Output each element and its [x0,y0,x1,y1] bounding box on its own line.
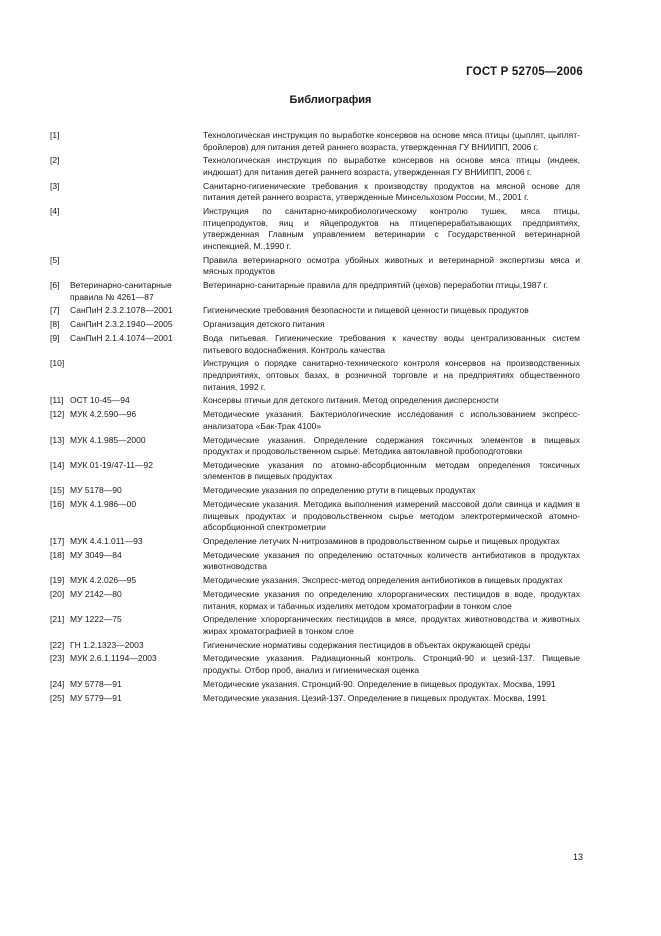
entry-document-code: ОСТ 10-45—94 [70,395,130,406]
entry-document-code: МУК 01-19/47-11—92 [70,459,153,470]
bibliography-entry [50,435,580,458]
bibliography-entry [50,550,580,573]
bibliography-entry [50,358,580,393]
entry-description: Методические указания по атомно-абсорбционным методам определения токсичных элементов в пищевых продуктах [203,459,580,482]
entry-description: Методические указания по определению остаточных количеств антибиотиков в продуктах животноводства [203,549,580,572]
entry-number: [21] [50,614,65,625]
entry-description: Методические указания по определению ртути в пищевых продуктах [203,485,476,496]
entry-document-code [70,206,203,252]
entry-reference [50,460,203,483]
entry-description: Консервы птичьи для детского питания. Метод определения дисперсности [203,395,499,406]
entry-number: [10] [50,358,65,369]
bibliography-entry [50,460,580,483]
entry-description: Гигиенические требования безопасности и пищевой ценности пищевых продуктов [203,305,529,316]
entry-reference [50,435,203,458]
entry-description: Вода питьевая. Гигиенические требования к качеству воды централизованных систем питьевого водоснабжения. Контроль качества [203,333,580,355]
entry-reference [50,679,203,691]
entry-number: [23] [50,653,65,664]
bibliography-entry [50,280,580,303]
bibliography-entry [50,679,580,691]
entry-description: Инструкция о порядке санитарно-технического контроля консервов на производственных предприятиях, оптовых базах, в розничной торговле и на предприятиях общественного питания, 1992 г. [203,358,580,392]
entry-document-code: МУК 4.2.590—96 [70,409,137,420]
entry-document-code: Ветеринарно-санитарные правила № 4261—87 [70,280,172,302]
entry-document-code [70,155,203,178]
entry-document-code: МУ 5778—91 [70,678,122,689]
entry-description: Методические указания. Цезий-137. Определение в пищевых продуктах. Москва, 1991 [203,692,547,703]
entry-number: [18] [50,549,65,560]
entry-description: Технологическая инструкция по выработке консервов на основе мяса птицы (цыплят, цыплят-бройлеров) для питания детей раннего возраста, утвержденная ГУ ВНИИПП, 2006 г. [203,130,580,152]
entry-document-code: МУК 4.1.985—2000 [70,434,146,445]
entry-reference [50,395,203,407]
entry-document-code: МУ 5779—91 [70,692,122,703]
bibliography-entry [50,409,580,432]
bibliography-entry [50,319,580,331]
entry-description: Методические указания по определению хлорорганических пестицидов в воде, продуктах питания, кормах и табачных изделиях методом хроматографии в тонком слое [203,588,580,611]
entry-reference [50,255,203,278]
bibliography-entry [50,485,580,497]
entry-reference [50,575,203,587]
entry-description: Ветеринарно-санитарные правила для предприятий (цехов) переработки птицы,1987 г. [203,280,548,291]
entry-description: Определение хлорорганических пестицидов в мясе, продуктах животноводства и животных жирах хроматографией в тонком слое [203,614,580,636]
entry-description: Санитарно-гигиенические требования к производству продуктов на мясной основе для питания детей раннего возраста, утвержденные Минсельхозом России, М., 2001 г. [203,180,580,203]
entry-reference [50,693,203,705]
bibliography-entry [50,155,580,178]
bibliography-entry [50,614,580,637]
entry-description: Методические указания. Радиационный контроль. Стронций-90 и цезий-137. Пищевые продукты. Отбор проб, анализ и гигиеническая оценка [203,653,580,676]
entry-number: [24] [50,678,65,689]
entry-document-code: МУ 5178—90 [70,485,122,496]
bibliography-entry [50,499,580,534]
entry-reference [50,130,203,153]
page-title: Библиография [289,94,372,106]
bibliography-entry [50,693,580,705]
entry-description: Методические указания. Бактериологические исследования с использованием экспресс-анализатора «Бак-Трак 4100» [203,409,580,431]
entry-reference [50,181,203,204]
entry-document-code [70,255,203,278]
bibliography-entry [50,640,580,652]
bibliography-entry [50,305,580,317]
bibliography-entry [50,181,580,204]
entry-number: [2] [50,155,60,166]
bibliography-list [50,130,580,706]
entry-document-code: МУ 1222—75 [70,614,122,625]
entry-description: Методические указания. Стронций-90. Определение в пищевых продуктах. Москва, 1991 [203,678,556,689]
entry-document-code: МУ 3049—84 [70,549,122,560]
bibliography-entry [50,575,580,587]
entry-reference [50,319,203,331]
entry-document-code: ГН 1.2.1323—2003 [70,639,144,650]
entry-number: [4] [50,206,60,217]
entry-reference [50,550,203,573]
entry-document-code: СанПиН 2.1.4.1074—2001 [70,333,173,343]
entry-document-code: МУК 4.4.1.011—93 [70,536,143,546]
entry-number: [6] [50,280,60,291]
page-number: 13 [572,852,583,862]
entry-number: [16] [50,499,65,510]
entry-number: [20] [50,588,65,599]
entry-document-code [70,358,203,393]
entry-number: [25] [50,692,65,703]
entry-reference [50,280,203,303]
entry-reference [50,358,203,393]
entry-document-code: МУК 2.6.1.1194—2003 [70,653,157,664]
entry-description: Правила ветеринарного осмотра убойных животных и ветеринарной экспертизы мяса и мясных продуктов [203,254,580,277]
entry-number: [15] [50,485,65,496]
entry-reference [50,589,203,612]
entry-reference [50,333,203,356]
entry-description: Гигиенические нормативы содержания пестицидов в объектах окружающей среды [203,639,531,650]
entry-number: [17] [50,536,65,546]
entry-number: [12] [50,409,65,420]
bibliography-entry [50,206,580,252]
entry-number: [8] [50,319,60,330]
entry-document-code [70,181,203,204]
entry-number: [5] [50,254,60,265]
entry-description: Определение летучих N-нитрозаминов в продовольственном сырье и пищевых продуктах [203,536,560,546]
entry-reference [50,155,203,178]
entry-number: [1] [50,130,60,140]
entry-document-code: МУК 4.2.026—95 [70,575,137,586]
entry-number: [11] [50,395,64,406]
standard-header: ГОСТ Р 52705—2006 [466,66,583,78]
entry-document-code: МУК 4.1.986—00 [70,499,137,510]
entry-reference [50,305,203,317]
entry-description: Инструкция по санитарно-микробиологическому контролю тушек, мяса птицы, птицепродуктов, яиц и яйцепродуктов на птицеперерабатывающих предприятиях, утвержденная Главным управлением ветеринарии с Государственной ветеринарной инспекцией, М.,1990 г. [203,206,580,251]
entry-document-code [70,130,203,153]
entry-number: [22] [50,639,65,650]
entry-reference [50,485,203,497]
bibliography-entry [50,536,580,548]
entry-reference [50,206,203,252]
entry-description: Технологическая инструкция по выработке консервов на основе мяса птицы (индеек, индюшат) для питания детей раннего возраста, утвержденная ГУ ВНИИПП, 2006 г. [203,155,580,177]
bibliography-entry [50,589,580,612]
entry-reference [50,536,203,548]
bibliography-entry [50,333,580,356]
entry-reference [50,614,203,637]
entry-description: Методические указания. Определение содержания токсичных элементов в пищевых продуктах и продовольственном сырье. Методика автоклавной пробоподготовки [203,434,580,457]
entry-reference [50,640,203,652]
entry-document-code: СанПиН 2.3.2.1078—2001 [70,305,173,316]
entry-description: Методические указания. Методика выполнения измерений массовой доли свинца и кадмия в пищевых продуктах и продовольственном сырье методом электротермической атомно-абсорбционной спектрометрии [203,499,580,533]
bibliography-entry [50,255,580,278]
entry-number: [9] [50,333,60,343]
entry-description: Методические указания. Экспресс-метод определения антибиотиков в пищевых продуктах [203,575,563,586]
entry-reference [50,409,203,432]
entry-reference [50,653,203,676]
bibliography-entry [50,395,580,407]
bibliography-entry [50,130,580,153]
entry-description: Организация детского питания [203,319,325,330]
entry-document-code: МУ 2142—80 [70,588,122,599]
entry-number: [19] [50,575,65,586]
entry-number: [14] [50,459,65,470]
entry-number: [7] [50,305,60,316]
entry-document-code: СанПиН 2.3.2.1940—2005 [70,319,173,330]
entry-number: [13] [50,434,65,445]
bibliography-entry [50,653,580,676]
entry-number: [3] [50,180,60,191]
entry-reference [50,499,203,534]
